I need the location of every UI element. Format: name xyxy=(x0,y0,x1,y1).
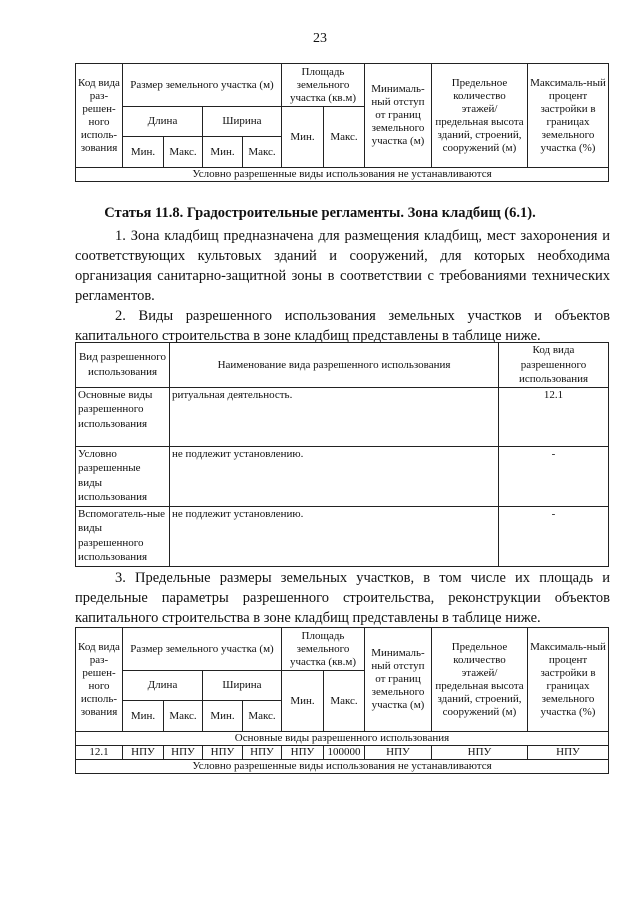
limits-table-bottom xyxy=(75,627,609,774)
paragraph-2: 2. Виды разрешенного использования земельных участков и объектов капитального строительства в зоне кладбищ представлены в таблице ниже. xyxy=(75,308,610,344)
header-length-max: Макс. xyxy=(164,701,203,732)
conditional-uses-row: Условно разрешенные виды использования не устанавливаются xyxy=(76,168,609,182)
cell-floors: НПУ xyxy=(432,746,528,760)
header-width-min: Мин. xyxy=(203,137,243,168)
paragraph-3: 3. Предельные размеры земельных участков, в том числе их площадь и предельные параметры разрешенного строительства, реконструкции объектов капитального строительства в зоне кладбищ представлены в таблице ниже. xyxy=(75,570,610,626)
header-width: Ширина xyxy=(203,107,282,137)
use-name: не подлежит установлению. xyxy=(170,446,499,506)
header-length: Длина xyxy=(123,107,203,137)
header-width-max: Макс. xyxy=(243,137,282,168)
header-width-min: Мин. xyxy=(203,701,243,732)
use-code: 12.1 xyxy=(499,387,609,446)
header-length: Длина xyxy=(123,671,203,701)
cell-area-min: НПУ xyxy=(282,746,324,760)
use-name: не подлежит установлению. xyxy=(170,506,499,566)
uses-header-type: Вид разрешенного использования xyxy=(76,343,170,388)
paragraph-1: 1. Зона кладбищ предназначена для размещения кладбищ, мест захоронения и соответствующих культовых зданий и сооружений, для которых необходима организация санитарно-защитной зоны в соответствии с требованиями технических регламентов. xyxy=(75,228,610,304)
table-row xyxy=(76,446,609,506)
header-size: Размер земельного участка (м) xyxy=(123,64,282,107)
conditional-uses-row: Условно разрешенные виды использования не устанавливаются xyxy=(76,760,609,774)
page-number: 23 xyxy=(313,31,327,46)
use-code: - xyxy=(499,446,609,506)
cell-length-max: НПУ xyxy=(164,746,203,760)
header-length-min: Мин. xyxy=(123,137,164,168)
header-floors: Предельное количество этажей/ предельная высота зданий, строений, сооружений (м) xyxy=(432,64,528,168)
cell-length-min: НПУ xyxy=(123,746,164,760)
header-setback: Минималь-ный отступ от границ земельного участка (м) xyxy=(365,64,432,168)
use-type: Условно разрешенные виды использования xyxy=(76,446,170,506)
use-type: Вспомогатель-ные виды разрешенного использования xyxy=(76,506,170,566)
header-percent: Максималь-ный процент застройки в границах земельного участка (%) xyxy=(528,628,609,732)
header-length-min: Мин. xyxy=(123,701,164,732)
header-length-max: Макс. xyxy=(164,137,203,168)
use-type: Основные виды разрешенного использования xyxy=(76,387,170,446)
uses-header-name: Наименование вида разрешенного использования xyxy=(170,343,499,388)
header-area: Площадь земельного участка (кв.м) xyxy=(282,64,365,107)
use-name: ритуальная деятельность. xyxy=(170,387,499,446)
uses-header-code: Код вида разрешенного использования xyxy=(499,343,609,388)
header-width: Ширина xyxy=(203,671,282,701)
header-area: Площадь земельного участка (кв.м) xyxy=(282,628,365,671)
header-area-max: Макс. xyxy=(324,671,365,732)
uses-table xyxy=(75,342,609,567)
header-size: Размер земельного участка (м) xyxy=(123,628,282,671)
header-percent: Максималь-ный процент застройки в границах земельного участка (%) xyxy=(528,64,609,168)
cell-percent: НПУ xyxy=(528,746,609,760)
header-code: Код вида раз-решен-ного исполь-зования xyxy=(76,628,123,732)
limits-table-top xyxy=(75,63,609,182)
table-row xyxy=(76,506,609,566)
header-code: Код вида раз-решен-ного исполь-зования xyxy=(76,64,123,168)
header-setback: Минималь-ный отступ от границ земельного участка (м) xyxy=(365,628,432,732)
header-area-max: Макс. xyxy=(324,107,365,168)
header-width-max: Макс. xyxy=(243,701,282,732)
cell-width-min: НПУ xyxy=(203,746,243,760)
header-floors: Предельное количество этажей/ предельная высота зданий, строений, сооружений (м) xyxy=(432,628,528,732)
cell-area-max: 100000 xyxy=(324,746,365,760)
table-row xyxy=(76,387,609,446)
header-area-min: Мин. xyxy=(282,107,324,168)
cell-width-max: НПУ xyxy=(243,746,282,760)
article-heading: Статья 11.8. Градостроительные регламенты. Зона кладбищ (6.1). xyxy=(104,205,536,221)
main-uses-row: Основные виды разрешенного использования xyxy=(76,732,609,746)
cell-setback: НПУ xyxy=(365,746,432,760)
header-area-min: Мин. xyxy=(282,671,324,732)
table-row xyxy=(76,746,609,760)
use-code: - xyxy=(499,506,609,566)
cell-code: 12.1 xyxy=(76,746,123,760)
